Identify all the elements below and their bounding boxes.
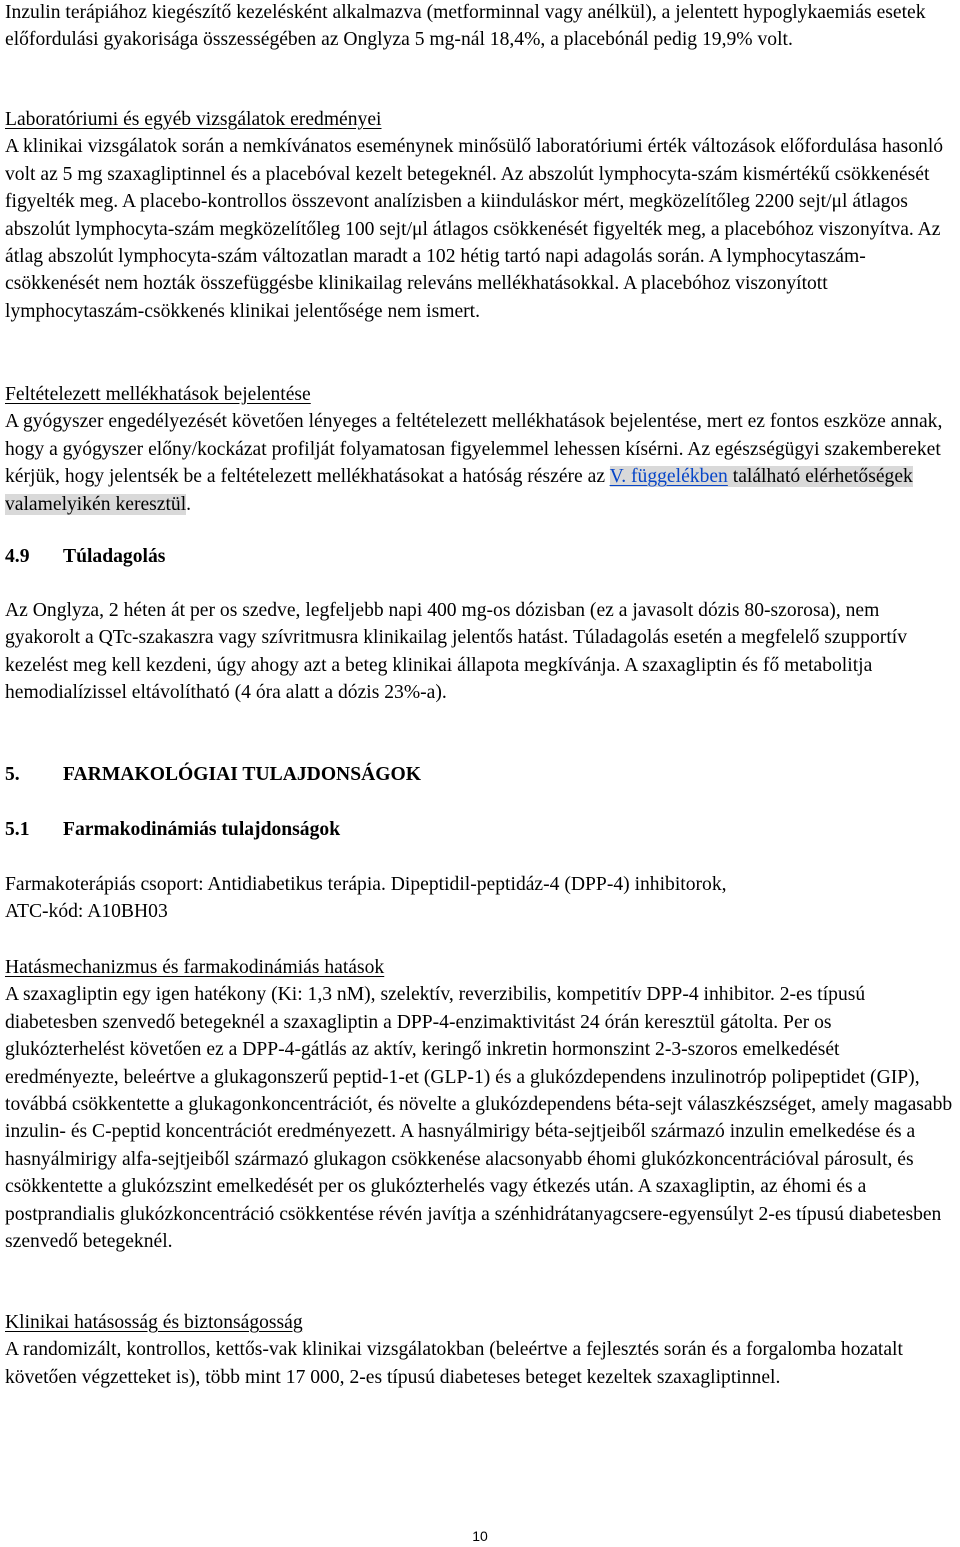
- section-5-1-heading: 5.1 Farmakodinámiás tulajdonságok: [5, 819, 341, 840]
- pharmacotherapeutic-line: Farmakoterápiás csoport: Antidiabetikus terápia. Dipeptidil-peptidáz-4 (DPP-4) inhibitorok,: [5, 874, 727, 895]
- clinical-efficacy-body: A randomizált, kontrollos, kettős-vak klinikai vizsgálatokban (beleértve a fejlesztés során és a forgalomba hozatalt követően végzetteket is), több mint 17 000, 2-es típusú diabeteses beteget kezeltek szaxagliptinnel.: [5, 1339, 903, 1388]
- intro-paragraph: Inzulin terápiához kiegészítő kezelésként alkalmazva (metforminnal vagy anélkül), a jelentett hypoglykaemiás esetek előfordulási gyakorisága összességében az Onglyza 5 mg-nál 18,4%, a placebónál pedig 19,9% volt.: [5, 2, 926, 51]
- adverse-reporting-heading: Feltételezett mellékhatások bejelentése: [5, 384, 311, 405]
- mechanism-body: A szaxagliptin egy igen hatékony (Ki: 1,3 nM), szelektív, reverzibilis, kompetitív DPP-4 inhibitor. 2-es típusú diabetesben szenvedő betegeknél a szaxagliptin a DPP-4-enzimaktivitást 24 órán keresztül gátolta. Per os glukózterhelést követően ez a DPP-4-gátlás az aktív, keringő inkretin hormonszint 2-3-szoros emelkedését eredményezte, beleértve a glukagonszerű peptid-1-et (GLP-1) és a glukózdependens inzulinotróp polipeptidet (GIP), továbbá csökkentette a glukagonkoncentrációt, és növelte a glukózdependens béta-sejt válaszkészséget, amely magasabb inzulin- és C-peptid koncentrációt eredményezett. A hasnyálmirigy béta-sejtjeiből származó inzulin emelkedése és a hasnyálmirigy alfa-sejtjeiből származó glukagon csökkenése alacsonyabb éhomi glukózkoncentrációval párosult, és csökkentette a glukózszint emelkedését per os glukózterhelés vagy étkezés után. A szaxagliptin, az éhomi és a postprandialis glukózkoncentráció csökkentése révén javítja a szénhidrátanyagcsere-egyensúlyt 2-es típusú diabetesben szenvedő betegeknél.: [5, 984, 953, 1253]
- overdose-body: Az Onglyza, 2 héten át per os szedve, legfeljebb napi 400 mg-os dózisban (ez a javasolt dózis 80-szorosa), nem gyakorolt a QTc-szakaszra vagy szívritmusra klinikailag jelentős hatást. Túladagolás esetén a megfelelő szupportív kezelést meg kell kezdeni, úgy ahogy azt a beteg klinikai állapota megkívánja. A szaxagliptin és fő metabolitja hemodialízissel eltávolítható (4 óra alatt a dózis 23%-a).: [5, 600, 908, 704]
- highlighted-link-phrase: V. függelékben található elérhetőségek valamelyikén keresztül: [5, 466, 913, 515]
- clinical-efficacy-heading: Klinikai hatásosság és biztonságosság: [5, 1312, 303, 1333]
- adverse-reporting-section: [5, 381, 955, 518]
- mechanism-heading: Hatásmechanizmus és farmakodinámiás hatások: [5, 957, 385, 978]
- pharmacotherapeutic-group: [5, 871, 955, 926]
- lab-results-heading: Laboratóriumi és egyéb vizsgálatok eredményei: [5, 109, 382, 130]
- atc-code-line: ATC-kód: A10BH03: [5, 901, 168, 923]
- clinical-efficacy-section: [5, 1309, 955, 1391]
- lab-results-section: [5, 106, 955, 325]
- page-number: 10: [472, 1528, 488, 1544]
- appendix-v-link[interactable]: V. függelékben: [609, 466, 728, 488]
- adverse-reporting-body: A gyógyszer engedélyezését követően lényeges a feltételezett mellékhatások bejelentése, mert ez fontos eszköze annak, hogy a gyógyszer előny/kockázat profilját folyamatosan figyelemmel lehessen kísérni. Az egészségügyi szakembereket kérjük, hogy jelentsék be a feltételezett mellékhatásokat a hatóság részére az V. függelékben található elérhetőségek valamelyikén keresztül.: [5, 411, 943, 515]
- section-5-heading: 5. FARMAKOLÓGIAI TULAJDONSÁGOK: [5, 764, 421, 785]
- section-4-9-heading: 4.9 Túladagolás: [5, 546, 166, 567]
- mechanism-section: [5, 954, 955, 1255]
- lab-results-body: A klinikai vizsgálatok során a nemkívánatos eseménynek minősülő laboratóriumi érték változások előfordulása hasonló volt az 5 mg szaxagliptinnel és a placebóval kezelt betegeknél. Az abszolút lymphocyta-szám kismértékű csökkenését figyelték meg. A placebo-kontrollos összevont analízisben a kiinduláskor mért, megközelítőleg 2200 sejt/μl átlagos abszolút lymphocyta-szám megközelítőleg 100 sejt/μl átlagos csökkenését figyelték meg, a placebóhoz viszonyítva. Az átlag abszolút lymphocyta-szám változatlan maradt a 102 hétig tartó napi adagolás során. A lymphocytaszám-csökkenését nem hozták összefüggésbe klinikailag releváns mellékhatásokkal. A placebóhoz viszonyított lymphocytaszám-csökkenés klinikai jelentősége nem ismert.: [5, 136, 944, 322]
